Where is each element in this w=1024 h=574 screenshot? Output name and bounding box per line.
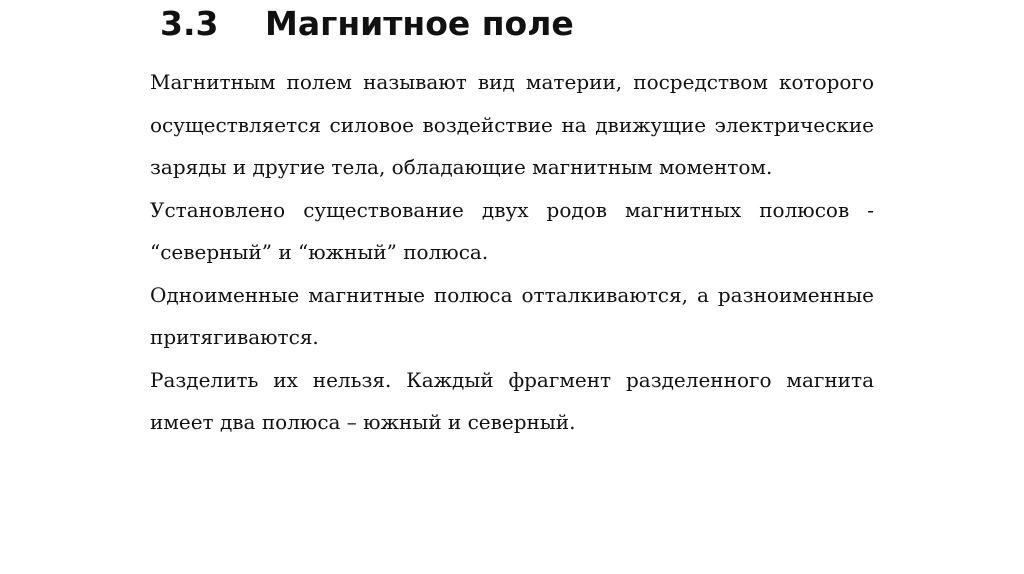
paragraph-inseparable: Разделить их нельзя. Каждый фрагмент разделенного магнита имеет два полюса – южный и северный.	[150, 367, 874, 434]
paragraph-definition: Магнитным полем называют вид материи, посредством которого осуществляется силовое воздействие на движущие электрические заряды и другие тела, обладающие магнитным моментом.	[150, 70, 874, 179]
slide-title	[160, 2, 574, 46]
section-title-text: Магнитное поле	[265, 4, 574, 43]
paragraph-interaction: Одноименные магнитные полюса отталкиваются, а разноименные притягиваются.	[150, 282, 874, 349]
section-number: 3.3	[160, 4, 219, 43]
slide-body	[150, 61, 874, 444]
paragraph-poles: Установлено существование двух родов магнитных полюсов - “северный” и “южный” полюса.	[150, 197, 874, 264]
